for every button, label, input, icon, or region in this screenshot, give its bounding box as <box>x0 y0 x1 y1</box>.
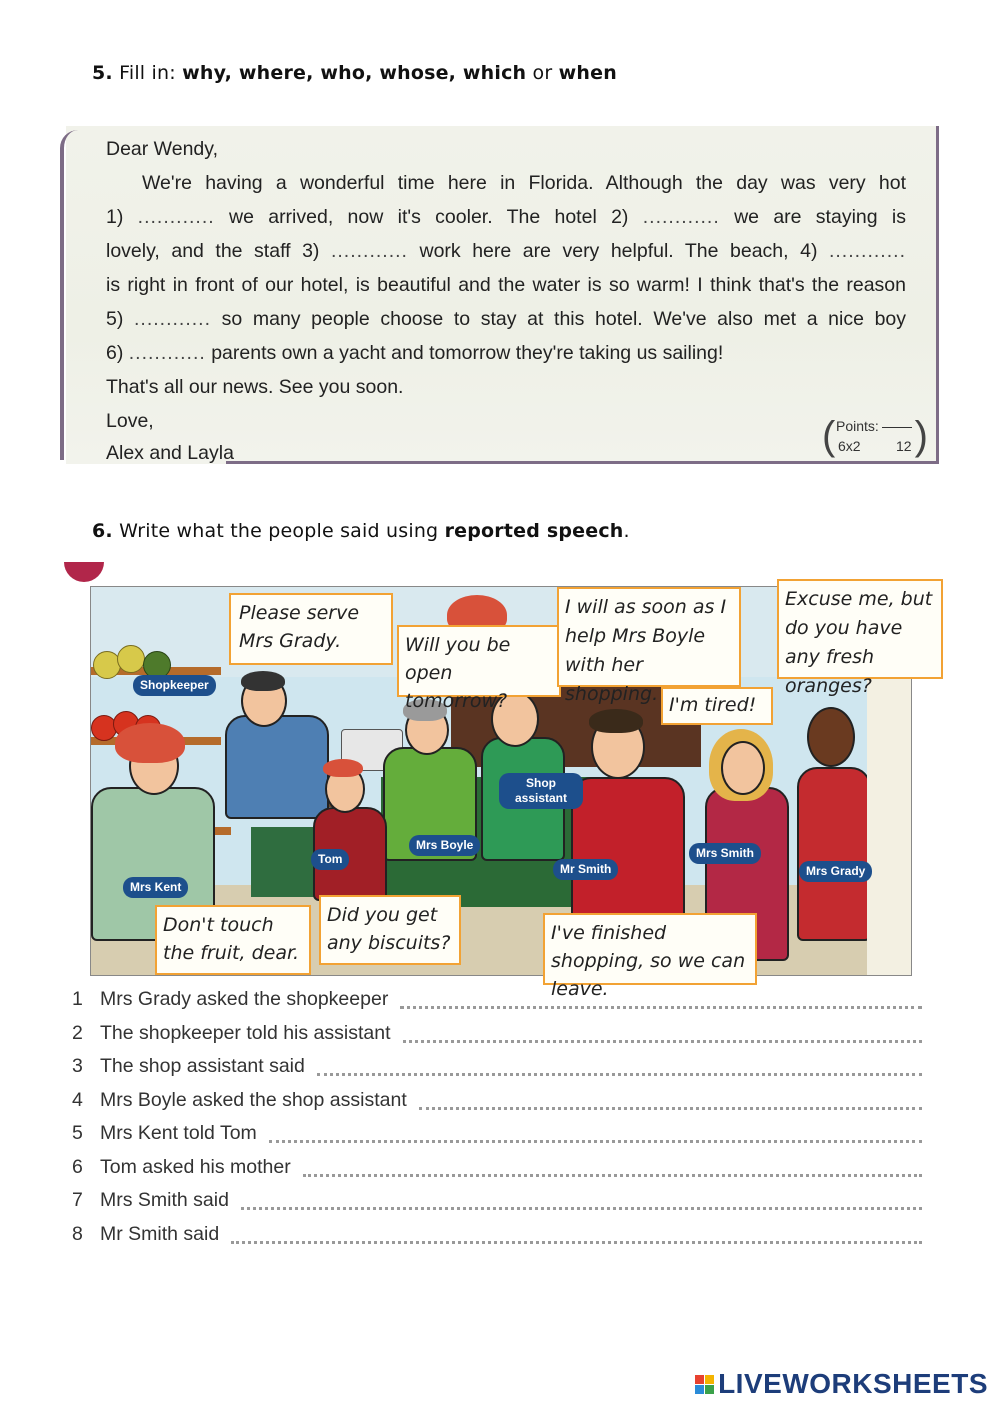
letter-line-7: That's all our news. See you soon. <box>106 376 404 398</box>
illustration-top-strip <box>64 568 824 586</box>
mrs-kent-hair <box>115 723 185 763</box>
points-box <box>822 414 928 458</box>
answer-prompt: Mrs Kent told Tom <box>100 1122 257 1144</box>
blank-1[interactable]: ............ <box>137 206 215 228</box>
letter-text: so many people choose to stay at this hotel. We've also met a nice boy <box>221 308 907 330</box>
answer-number: 8 <box>72 1223 83 1245</box>
brand-name: LIVEWORKSHEETS <box>718 1368 988 1399</box>
answer-number: 5 <box>72 1122 83 1144</box>
liveworksheets-brand[interactable] <box>695 1368 988 1400</box>
blank-3[interactable]: ............ <box>330 240 408 262</box>
answer-line-5[interactable] <box>72 1122 922 1150</box>
answer-number: 3 <box>72 1055 83 1077</box>
answer-prompt: Mrs Smith said <box>100 1189 229 1211</box>
paren-left: ( <box>822 414 836 458</box>
exercise-5-heading <box>92 62 617 84</box>
answer-line-8[interactable] <box>72 1223 922 1251</box>
letter-line-2 <box>106 206 906 229</box>
bubble-help-boyle: I will as soon as I help Mrs Boyle with her shopping. <box>557 587 741 687</box>
options-list: why, where, who, whose, which <box>182 62 527 84</box>
points-calc: 6x2 <box>838 438 861 454</box>
answer-blank[interactable] <box>317 1055 922 1076</box>
label-mrs-grady: Mrs Grady <box>799 861 872 882</box>
exercise-number: 5. <box>92 62 113 84</box>
letter-frame-curve <box>60 130 78 460</box>
label-shop-assistant: Shop assistant <box>499 773 583 809</box>
letter-line-1: We're having a wonderful time here in Florida. Although the day was very hot <box>142 172 906 194</box>
bubble-tired: I'm tired! <box>661 687 773 725</box>
answer-number: 7 <box>72 1189 83 1211</box>
mr-smith-hair <box>589 709 643 733</box>
answer-prompt: Mr Smith said <box>100 1223 220 1245</box>
answer-line-2[interactable] <box>72 1022 922 1050</box>
letter-text: we arrived, now it's cooler. The hotel 2) <box>228 206 629 228</box>
mrs-grady-head <box>807 707 855 767</box>
answer-number: 2 <box>72 1022 83 1044</box>
label-shopkeeper: Shopkeeper <box>133 675 216 696</box>
answer-blank[interactable] <box>269 1122 922 1143</box>
label-mrs-boyle: Mrs Boyle <box>409 835 480 856</box>
answer-number: 6 <box>72 1156 83 1178</box>
label-mrs-kent: Mrs Kent <box>123 877 188 898</box>
tom-hair <box>323 759 363 777</box>
bubble-open-tomorrow: Will you be open tomorrow? <box>397 625 561 697</box>
blank-number-6: 6) <box>106 342 124 364</box>
bubble-oranges: Excuse me, but do you have any fresh oranges? <box>777 579 943 679</box>
answer-blank[interactable] <box>241 1189 922 1210</box>
blank-2[interactable]: ............ <box>642 206 720 228</box>
answer-line-6[interactable] <box>72 1156 922 1184</box>
exercise-number: 6. <box>92 520 113 542</box>
letter-text: we are staying is <box>734 206 906 228</box>
answer-line-7[interactable] <box>72 1189 922 1217</box>
answer-prompt: The shop assistant said <box>100 1055 305 1077</box>
letter-box <box>66 126 939 464</box>
shopkeeper-figure <box>225 715 329 819</box>
answer-line-1[interactable] <box>72 988 922 1016</box>
shopkeeper-hair <box>241 671 285 691</box>
letter-text: lovely, and the staff 3) <box>106 240 320 262</box>
mrs-smith-face <box>721 741 765 795</box>
blank-5[interactable]: ............ <box>133 308 211 330</box>
bubble-dont-touch: Don't touch the fruit, dear. <box>155 905 311 975</box>
letter-text: work here are very helpful. The beach, 4) <box>419 240 818 262</box>
answer-line-4[interactable] <box>72 1089 922 1117</box>
answer-blank[interactable] <box>403 1022 922 1043</box>
letter-line-5 <box>106 308 906 331</box>
answer-line-3[interactable] <box>72 1055 922 1083</box>
answer-prompt: Tom asked his mother <box>100 1156 291 1178</box>
bubble-please-serve: Please serve Mrs Grady. <box>229 593 393 665</box>
label-tom: Tom <box>311 849 349 870</box>
answer-blank[interactable] <box>419 1089 922 1110</box>
letter-line-6 <box>106 342 723 365</box>
points-total: 12 <box>896 438 912 454</box>
answer-prompt: The shopkeeper told his assistant <box>100 1022 391 1044</box>
answer-blank[interactable] <box>400 988 922 1009</box>
blank-number-1: 1) <box>106 206 124 228</box>
blank-6[interactable]: ............ <box>128 342 206 364</box>
letter-line-4: is right in front of our hotel, is beautiful and the water is so warm! I think that's the reason <box>106 274 906 296</box>
answer-blank[interactable] <box>303 1156 922 1177</box>
letter-line-3 <box>106 240 906 263</box>
paren-right: ) <box>914 414 928 458</box>
answer-blank[interactable] <box>231 1223 922 1244</box>
instruction-prefix: Write what the people said using <box>119 520 439 542</box>
letter-greeting: Dear Wendy, <box>106 138 218 160</box>
instruction-bold: reported speech <box>444 520 624 542</box>
letter-signature: Alex and Layla <box>106 442 234 464</box>
bubble-biscuits: Did you get any biscuits? <box>319 895 461 965</box>
instruction-prefix: Fill in: <box>119 62 176 84</box>
answer-number: 4 <box>72 1089 83 1111</box>
letter-closing: Love, <box>106 410 154 432</box>
letter-frame-bottom <box>226 461 936 464</box>
or-word: or <box>532 62 553 84</box>
mrs-grady-figure <box>797 767 871 941</box>
blank-4[interactable]: ............ <box>828 240 906 262</box>
liveworksheets-logo-icon <box>695 1375 714 1394</box>
answer-number: 1 <box>72 988 83 1010</box>
exercise-6-heading: 6. Write what the people said using reported speech. <box>92 520 630 542</box>
fruit-icon <box>117 645 145 673</box>
label-mrs-smith: Mrs Smith <box>689 843 761 864</box>
bubble-finished: I've finished shopping, so we can leave. <box>543 913 757 985</box>
answer-prompt: Mrs Boyle asked the shop assistant <box>100 1089 407 1111</box>
answer-prompt: Mrs Grady asked the shopkeeper <box>100 988 389 1010</box>
blank-number-5: 5) <box>106 308 124 330</box>
last-option: when <box>558 62 617 84</box>
label-mr-smith: Mr Smith <box>553 859 618 880</box>
points-label: Points: <box>836 418 912 434</box>
letter-text: parents own a yacht and tomorrow they're taking us sailing! <box>211 342 724 364</box>
